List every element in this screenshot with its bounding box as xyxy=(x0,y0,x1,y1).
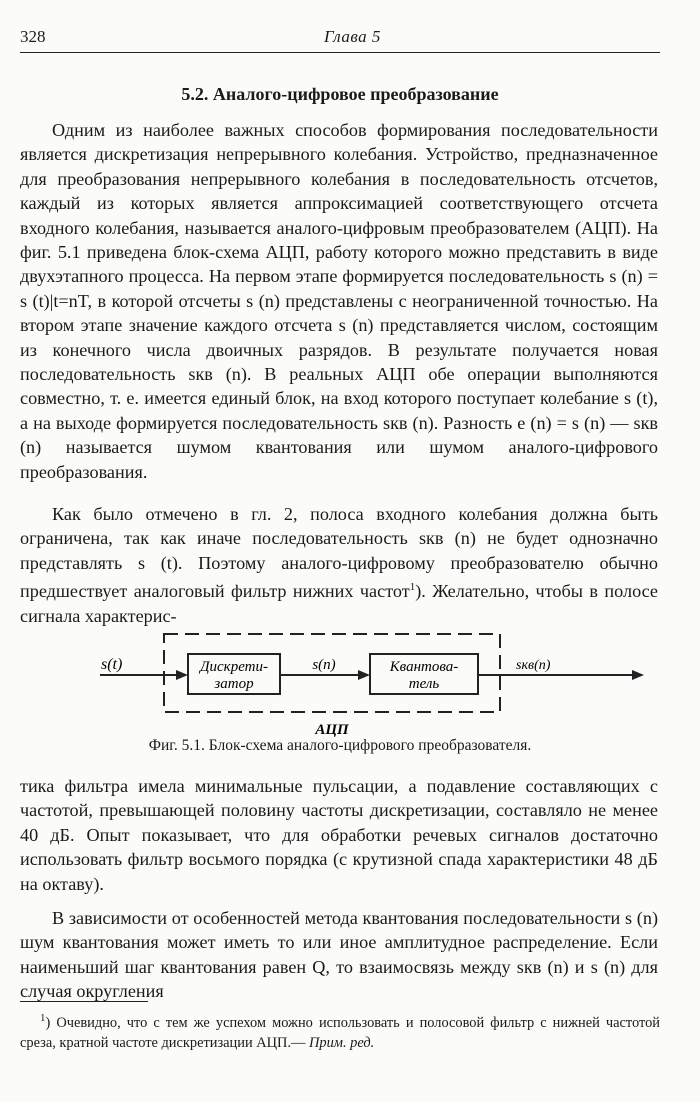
input-arrow xyxy=(176,670,188,680)
output-signal-label: sкв(n) xyxy=(516,658,551,673)
adc-label: АЦП xyxy=(315,722,349,738)
figure-caption: Фиг. 5.1. Блок-схема аналого-цифрового преобразователя. xyxy=(148,737,532,754)
section-title: 5.2. Аналого-цифровое преобразование xyxy=(181,84,499,104)
discretizer-label-line2: затор xyxy=(214,676,254,692)
chapter-title: Глава 5 xyxy=(324,27,381,46)
footnote xyxy=(20,1008,660,1054)
discretizer-label-line1: Дискрети- xyxy=(199,659,269,675)
paragraph-filter xyxy=(20,502,658,628)
page-number: 328 xyxy=(20,27,46,46)
quantizer-label-line2: тель xyxy=(408,676,440,692)
output-arrow xyxy=(632,670,644,680)
paragraph-filter-continued: тика фильтра имела минимальные пульсации, а подавление составляющих с частотой, превышающей половину частоты дискретизации, составляло не менее 40 дБ. Опыт показывает, что для обработки речевых сигналов достаточно использовать фильтр восьмого порядка (с крутизной спада характеристики 48 дБ на октаву). xyxy=(20,776,658,894)
footnote-rule xyxy=(20,1001,148,1002)
running-head xyxy=(20,27,658,49)
paragraph-quantization: В зависимости от особенностей метода квантования последовательности s (n) шум квантования может иметь то или иное амплитудное распределение. Если наименьший шаг квантования равен Q, то взаимосвязь между sкв (n) и s (n) для случая округления xyxy=(20,908,658,1002)
paragraph-filter-tail: ). Желательно, чтобы в полосе сигнала характерис- xyxy=(20,581,658,626)
input-signal-label: s(t) xyxy=(101,656,123,673)
footnote-text: ) Очевидно, что с тем же успехом можно использовать и полосовой фильтр с нижней частотой среза, кратной частоте дискретизации АЦП.— xyxy=(20,1014,660,1052)
adc-block-diagram xyxy=(92,622,652,740)
footnote-reference[interactable]: 1 xyxy=(409,581,416,594)
editor-note: Прим. ред. xyxy=(309,1035,375,1052)
footnote-marker: 1 xyxy=(40,1012,46,1024)
quantizer-label-line1: Квантова- xyxy=(389,659,459,675)
middle-arrow xyxy=(358,670,370,680)
paragraph-intro: Одним из наиболее важных способов формирования последовательности является дискретизация непрерывного колебания. Устройство, предназначенное для преобразования непрерывного колебания в последовательность отсчетов, каждый из которых является аппроксимацией соответствующего отсчета входного колебания, называется аналого-цифровым преобразователем (АЦП). На фиг. 5.1 приведена блок-схема АЦП, работу которого можно представить в виде двухэтапного процесса. На первом этапе формируется последовательность s (n) = s (t)|t=nT, в которой отсчеты s (n) представлены с неограниченной точностью. На втором этапе значение каждого отсчета s (n) представляется числом, состоящим из конечного числа двоичных разрядов. В результате получается новая последовательность sкв (n). В реальных АЦП обе операции выполняются совместно, т. е. имеется единый блок, на вход которого поступает колебание s (t), а на выходе формируется последовательность sкв (n). Разность e (n) = s (n) — sкв (n) называется шумом квантования или шумом аналого-цифрового преобразования. xyxy=(20,120,658,482)
sampled-signal-label: s(n) xyxy=(312,657,336,673)
header-rule xyxy=(20,52,660,53)
paragraph-filter-text: Как было отмечено в гл. 2, полоса входного колебания должна быть ограничена, так как иначе последовательность sкв (n) не будет однозначно представлять s (t). Поэтому аналого-цифровому преобразователю обычно предшествует аналоговый фильтр нижних частот xyxy=(20,504,658,602)
